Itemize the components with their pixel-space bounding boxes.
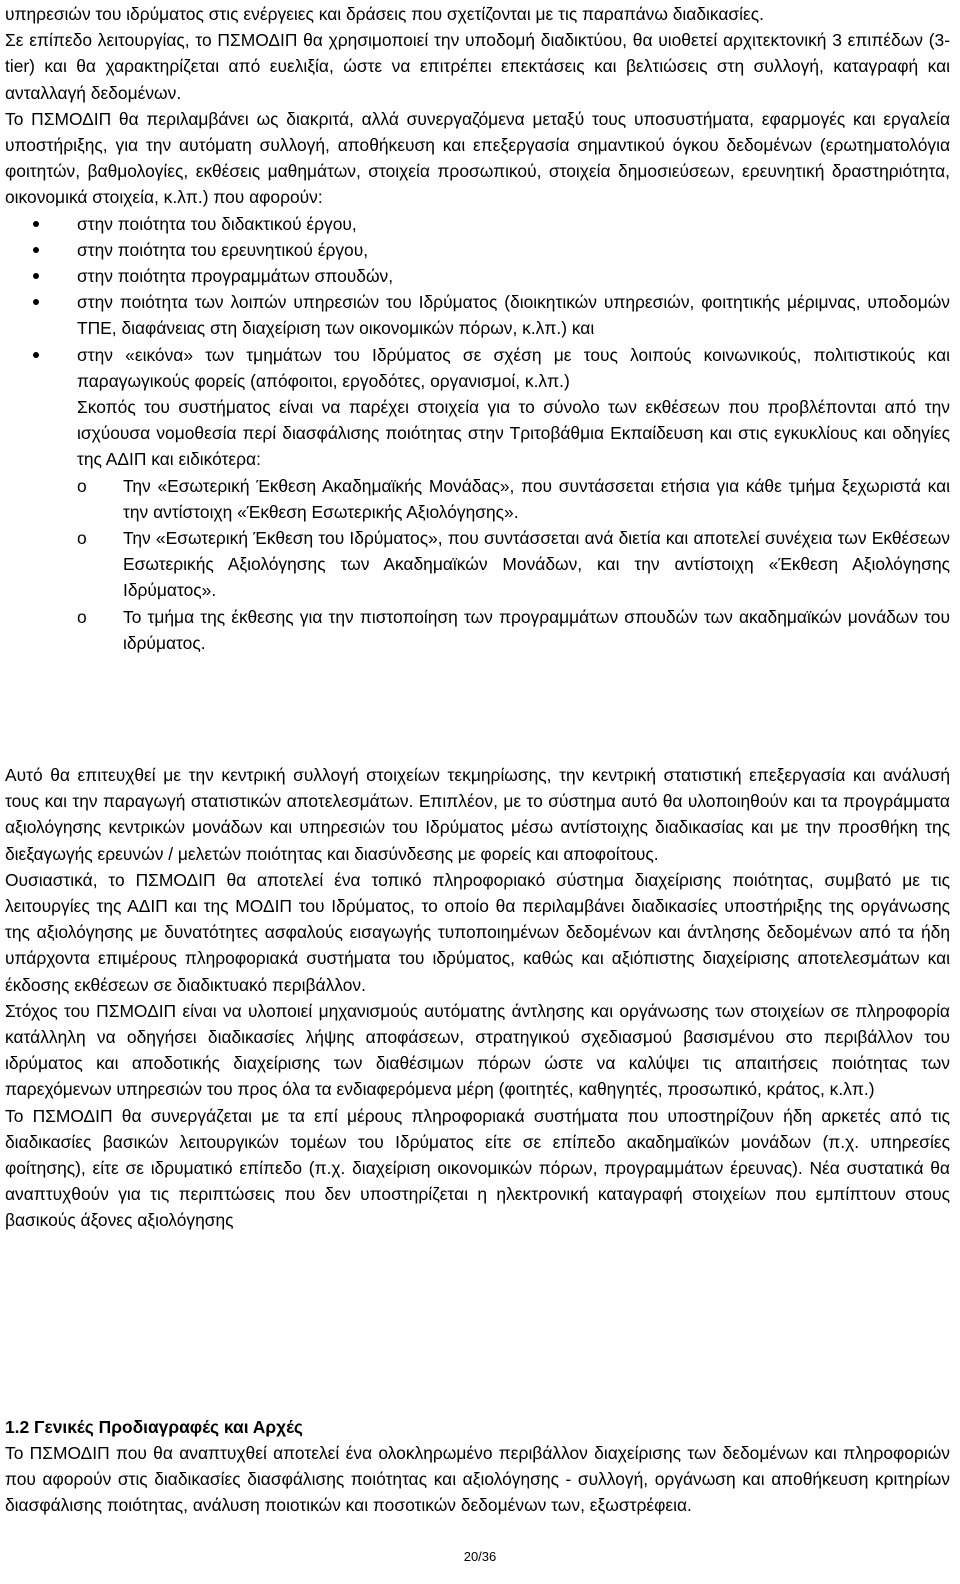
paragraph-cooperate: Το ΠΣΜΟΔΙΠ θα συνεργάζεται με τα επί μέρους πληροφοριακά συστήματα που υποστηρίζουν ήδη αρκετές από τις διαδικασίες βασικών λειτουργικών τομέων του Ιδρύματος είτε σε επίπεδο ακαδημαϊκών μονάδων (π.χ. υπηρεσίες φοίτησης), είτε σε ιδρυματικό επίπεδο (π.χ. διαχείριση οικονομικών πόρων, προγραμμάτων έρευνας). Νέα συστατικά θα αναπτυχθούν για τις περιπτώσεις που δεν υποστηρίζεται η ηλεκτρονική καταγραφή στοιχείων που εμπίπτουν στους βασικούς άξονες αξιολόγησης [5,1105,950,1231]
body-text [5,1,950,656]
sub-list-item: o Την «Εσωτερική Έκθεση Ακαδημαϊκής Μονάδας», που συντάσσεται ετήσια για κάθε τμήμα ξεχωριστά και την αντίστοιχη «Έκθεση Εσωτερικής Αξιολόγησης». [5,473,950,525]
circle-bullet-icon: o [77,475,87,496]
bullet-icon [33,273,39,279]
paragraph-goal: Στόχος του ΠΣΜΟΔΙΠ είναι να υλοποιεί μηχανισμούς αυτόματης άντλησης και οργάνωσης των στοιχείων σε πληροφορία κατάλληλη να οδηγήσει διαδικασίες λήψης αποφάσεων, στρατηγικού σχεδιασμού βασισμένου στο περιβάλλον του ιδρύματος και αποδοτικής διαχείρισης των διαθέσιμων πόρων ώστε να καλύψει τις απαιτήσεις ποιότητας των παρεχόμενων υπηρεσιών του προς όλα τα ενδιαφερόμενα μέρη (φοιτητές, καθηγητές, προσωπικό, κράτος, κ.λπ.) [5,1000,950,1100]
list-item: στην ποιότητα προγραμμάτων σπουδών, [5,263,950,289]
bullet-icon [33,299,39,305]
paragraph-environment: Το ΠΣΜΟΔΙΠ που θα αναπτυχθεί αποτελεί ένα ολοκληρωμένο περιβάλλον διαχείρισης των δεδομένων και πληροφοριών που αφορούν στις διαδικασίες διασφάλισης ποιότητας και αξιολόγησης - συλλογή, οργάνωση και αποθήκευση κριτηρίων διασφάλισης ποιότητας, ανάλυση ποιοτικών και ποσοτικών δεδομένων των, εξωστρέφεια. [5,1443,950,1516]
list-item: στην ποιότητα του ερευνητικού έργου, [5,237,950,263]
page-number: 20/36 [463,1549,497,1564]
paragraph-continuation: υπηρεσιών του ιδρύματος στις ενέργειες και δράσεις που σχετίζονται με τις παραπάνω διαδικασίες. [5,4,764,24]
paragraph-central: Αυτό θα επιτευχθεί με την κεντρική συλλογή στοιχείων τεκμηρίωσης, την κεντρική στατιστική επεξεργασία και ανάλυσή τους και την παραγωγή στατιστικών αποτελεσμάτων. Επιπλέον, με το σύστημα αυτό θα υλοποιηθούν και τα προγράμματα αξιολόγησης κεντρικών μονάδων και υπηρεσιών του Ιδρύματος μέσω αντίστοιχης διαδικασίας και με την προσθήκη της διεξαγωγής ερευνών / μελετών ποιότητας και διασύνδεσης με φορείς και αποφοίτους. [5,765,950,864]
section-1-2 [5,1414,950,1519]
paragraph-architecture: Σε επίπεδο λειτουργίας, το ΠΣΜΟΔΙΠ θα χρησιμοποιεί την υποδομή διαδικτύου, θα υιοθετεί αρχιτεκτονική 3 επιπέδων (3-tier) και θα χαρακτηρίζεται από ευελιξία, ώστε να επιτρέπει επεκτάσεις και βελτιώσεις στη συλλογή, καταγραφή και ανταλλαγή δεδομένων. [5,30,950,103]
bullet-list [5,211,950,394]
circle-bullet-icon: o [77,528,87,549]
bullet-icon [33,221,39,227]
list-item: στην ποιότητα των λοιπών υπηρεσιών του Ιδρύματος (διοικητικών υπηρεσιών, φοιτητικής μέριμνας, υποδομών ΤΠΕ, διαφάνειας στη διαχείριση των οικονομικών πόρων, κ.λπ.) και [5,289,950,341]
sub-list [5,473,950,656]
paragraph-subsystems: Το ΠΣΜΟΔΙΠ θα περιλαμβάνει ως διακριτά, αλλά συνεργαζόμενα μεταξύ τους υποσυστήματα, εφαρμογές και εργαλεία υποστήριξης, για την αυτόματη συλλογή, αποθήκευση και επεξεργασία σημαντικού όγκου δεδομένων (ερωτηματολόγια φοιτητών, βαθμολογίες, εκθέσεις μαθημάτων, στοιχεία προσωπικού, στοιχεία δημοσιεύσεων, ερευνητική δραστηριότητα, οικονομικά στοιχεία, κ.λπ.) που αφορούν: [5,108,950,208]
paragraph-essentially: Ουσιαστικά, το ΠΣΜΟΔΙΠ θα αποτελεί ένα τοπικό πληροφοριακό σύστημα διαχείρισης ποιότητας, συμβατό με τις λειτουργίες της ΑΔΙΠ και της ΜΟΔΙΠ του Ιδρύματος, το οποίο θα περιλαμβάνει διαδικασίες υποστήριξης της οργάνωσης της αξιολόγησης με δυνατότητες ασφαλούς εισαγωγής τυποποιημένων δεδομένων και άντλησης δεδομένων από τα ήδη υπάρχοντα επιμέρους πληροφοριακά συστήματα του ιδρύματος, καθώς και αξιόπιστης διαχείρισης αποτελεσμάτων και έκδοσης εκθέσεων σε διαδικτυακό περιβάλλον. [5,869,950,995]
bullet-icon [33,352,39,358]
paragraph-purpose: Σκοπός του συστήματος είναι να παρέχει στοιχεία για το σύνολο των εκθέσεων που προβλέπονται από την ισχύουσα νομοθεσία περί διασφάλισης ποιότητας στην Τριτοβάθμια Εκπαίδευση και στις εγκυκλίους και οδηγίες της ΑΔΙΠ και ειδικότερα: [77,397,950,470]
section-heading: 1.2 Γενικές Προδιαγραφές και Αρχές [5,1417,303,1437]
sub-list-item: o Την «Εσωτερική Έκθεση του Ιδρύματος», που συντάσσεται ανά διετία και αποτελεί συνέχεια των Εκθέσεων Εσωτερικής Αξιολόγησης των Ακαδημαϊκών Μονάδων, και την αντίστοιχη «Έκθεση Αξιολόγησης Ιδρύματος». [5,525,950,604]
sub-list-item: o Το τμήμα της έκθεσης για την πιστοποίηση των προγραμμάτων σπουδών των ακαδημαϊκών μονάδων του ιδρύματος. [5,604,950,656]
bullet-icon [33,247,39,253]
list-item: στην ποιότητα του διδακτικού έργου, [5,211,950,237]
list-item: στην «εικόνα» των τμημάτων του Ιδρύματος σε σχέση με τους λοιπούς κοινωνικούς, πολιτιστικούς και παραγωγικούς φορείς (απόφοιτοι, εργοδότες, οργανισμοί, κ.λπ.) [5,342,950,394]
circle-bullet-icon: o [77,606,87,627]
body-text-2 [5,762,950,1234]
